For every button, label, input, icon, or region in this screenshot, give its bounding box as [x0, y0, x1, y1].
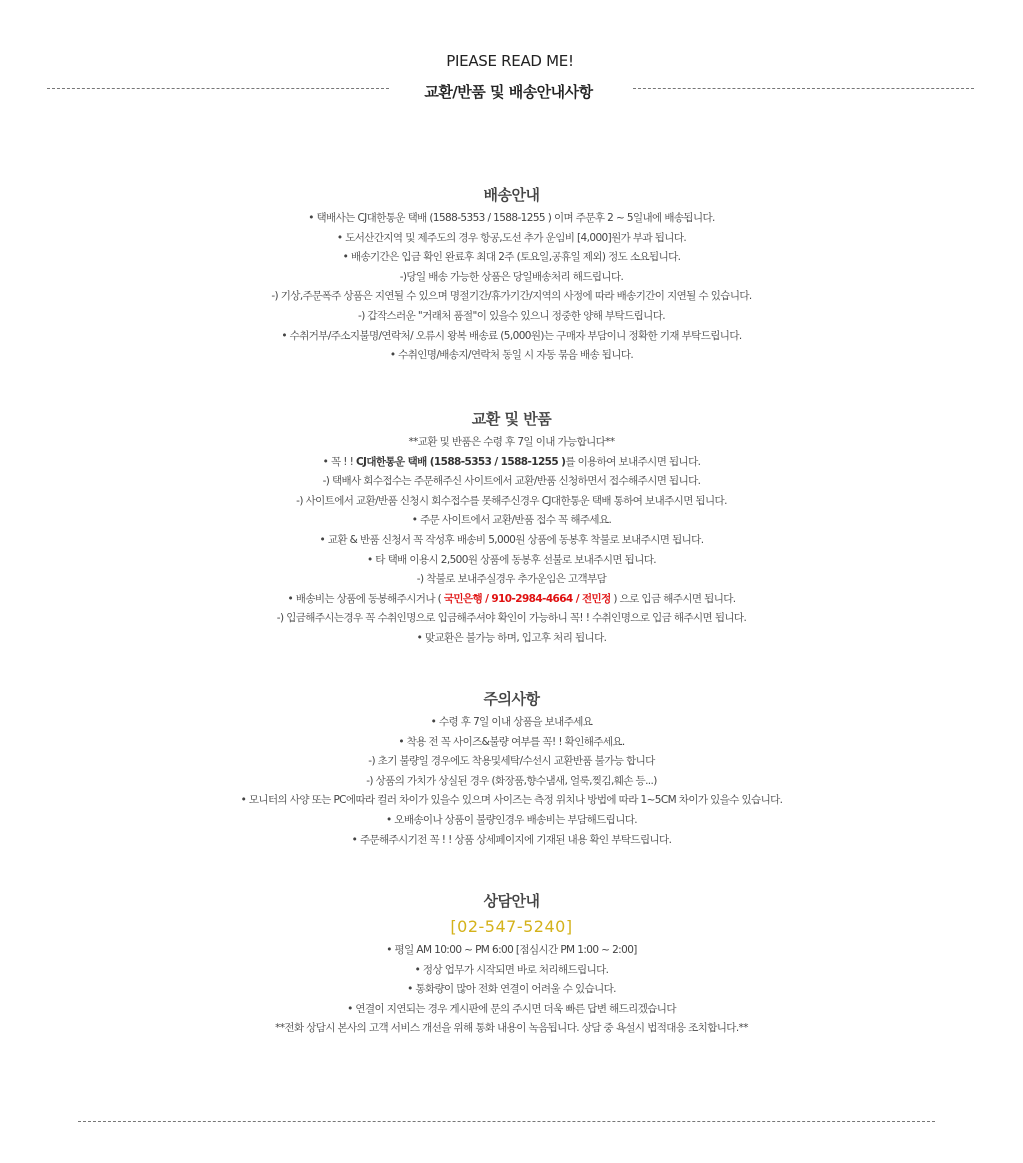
consult-line: • 통화량이 많아 전화 연결이 어려울 수 있습니다. — [407, 983, 616, 996]
consult-line: **전화 상담시 본사의 고객 서비스 개선을 위해 통화 내용이 녹음됩니다. 상담 중 욕설시 법적대응 조치합니다.** — [275, 1022, 748, 1035]
exchange-line — [0, 590, 1023, 610]
consult-line: • 연결이 지연되는 경우 게시판에 문의 주시면 더욱 빠른 답변 해드리겠습니다 — [347, 1002, 676, 1015]
delivery-section — [0, 183, 1023, 366]
caution-line: • 모니터의 사양 또는 PC에따라 컬러 차이가 있을수 있으며 사이즈는 측정 위치나 방법에 따라 1~5CM 차이가 있을수 있습니다. — [240, 794, 783, 807]
consult-line: • 정상 업무가 시작되면 바로 처리해드립니다. — [414, 963, 609, 976]
delivery-line: -)당일 배송 가능한 상품은 당일배송처리 해드립니다. — [399, 270, 624, 283]
notice-header — [0, 48, 1023, 108]
header-subtitle: 교환/반품 및 배송안내사항 — [424, 83, 593, 101]
exchange-line: • 맞교환은 불가능 하며, 입고후 처리 됩니다. — [416, 631, 607, 644]
exchange-line-prefix: • 배송비는 상품에 동봉해주시거나 ( — [287, 592, 444, 605]
delivery-line: • 배송기간은 입금 확인 완료후 최대 2주 (토요일,공휴일 제외) 정도 소요됩니다. — [342, 251, 681, 264]
courier-info: CJ대한통운 택배 (1588-5353 / 1588-1255 ) — [355, 455, 566, 468]
delivery-line: • 수취인명/배송지/연락처 동일 시 자동 묶음 배송 됩니다. — [389, 349, 634, 362]
exchange-line: • 교환 & 반품 신청서 꼭 작성후 배송비 5,000원 상품에 동봉후 착불로 보내주시면 됩니다. — [319, 533, 704, 546]
exchange-line-suffix: ) 으로 입금 해주시면 됩니다. — [610, 592, 736, 605]
exchange-line: **교환 및 반품은 수령 후 7일 이내 가능합니다** — [408, 436, 615, 448]
exchange-line: -) 택배사 회수접수는 주문해주신 사이트에서 교환/반품 신청하면서 접수해주시면 됩니다. — [322, 475, 701, 488]
caution-title: 주의사항 — [483, 690, 540, 708]
bank-account-info: 국민은행 / 910-2984-4664 / 전민정 — [443, 592, 611, 605]
consult-line: • 평일 AM 10:00 ~ PM 6:00 [점심시간 PM 1:00 ~ 2:00] — [386, 944, 637, 956]
exchange-line: -) 입금해주시는경우 꼭 수취인명으로 입금해주셔야 확인이 가능하니 꼭! ! 수취인명으로 입금 해주시면 됩니다. — [276, 612, 747, 625]
delivery-line: -) 갑작스러운 "거래처 품절"이 있을수 있으니 정중한 양해 부탁드립니다. — [358, 309, 665, 322]
delivery-line: -) 기상,주문폭주 상품은 지연될 수 있으며 명절기간/휴가기간/지역의 사정에 따라 배송기간이 지연될 수 있습니다. — [271, 290, 752, 303]
exchange-title: 교환 및 반품 — [471, 410, 552, 428]
consult-title: 상담안내 — [483, 892, 540, 910]
caution-line: • 수령 후 7일 이내 상품을 보내주세요 — [430, 716, 593, 728]
exchange-section — [0, 407, 1023, 649]
exchange-line-suffix: 를 이용하여 보내주시면 됩니다. — [565, 455, 701, 468]
exchange-line: • 주문 사이트에서 교환/반품 접수 꼭 해주세요. — [411, 514, 612, 527]
caution-line: -) 상품의 가치가 상실된 경우 (화장품,향수냄새, 얼룩,찢김,훼손 등...) — [366, 774, 657, 787]
exchange-line: -) 착불로 보내주실경우 추가운임은 고객부담 — [416, 573, 607, 586]
header-title: PIEASE READ ME! — [446, 52, 574, 70]
caution-line: • 주문해주시기전 꼭 ! ! 상품 상세페이지에 기재된 내용 확인 부탁드립니다. — [351, 833, 672, 846]
delivery-line: • 수취거부/주소지불명/연락처/ 오류시 왕복 배송료 (5,000원)는 구매자 부담이니 정확한 기재 부탁드립니다. — [281, 329, 742, 342]
caution-line: • 오배송이나 상품이 불량인경우 배송비는 부담해드립니다. — [385, 813, 638, 826]
header-divider-right — [633, 88, 974, 89]
caution-section — [0, 687, 1023, 850]
exchange-line: • 타 택배 이용시 2,500원 상품에 동봉후 선불로 보내주시면 됩니다. — [366, 553, 657, 566]
caution-line: -) 초기 불량일 경우에도 착용및세탁/수선시 교환반품 불가능 합니다 — [368, 755, 655, 768]
exchange-line-prefix: • 꼭 ! ! — [322, 455, 356, 468]
footer-divider — [78, 1121, 935, 1122]
exchange-line: -) 사이트에서 교환/반품 신청시 회수접수를 못해주신경우 CJ대한통운 택배 통하여 보내주시면 됩니다. — [296, 494, 727, 507]
phone-number: [02-547-5240] — [450, 917, 573, 936]
consult-section — [0, 889, 1023, 1039]
delivery-title: 배송안내 — [483, 186, 540, 204]
delivery-line: • 도서산간지역 및 제주도의 경우 항공,도선 추가 운임비 [4,000]원가 부과 됩니다. — [336, 231, 687, 244]
caution-line: • 착용 전 꼭 사이즈&불량 여부를 꼭! ! 확인해주세요. — [398, 735, 625, 748]
delivery-line: • 택배사는 CJ대한통운 택배 (1588-5353 / 1588-1255 ) 이며 주문후 2 ~ 5일내에 배송됩니다. — [308, 212, 715, 224]
exchange-line — [0, 453, 1023, 473]
